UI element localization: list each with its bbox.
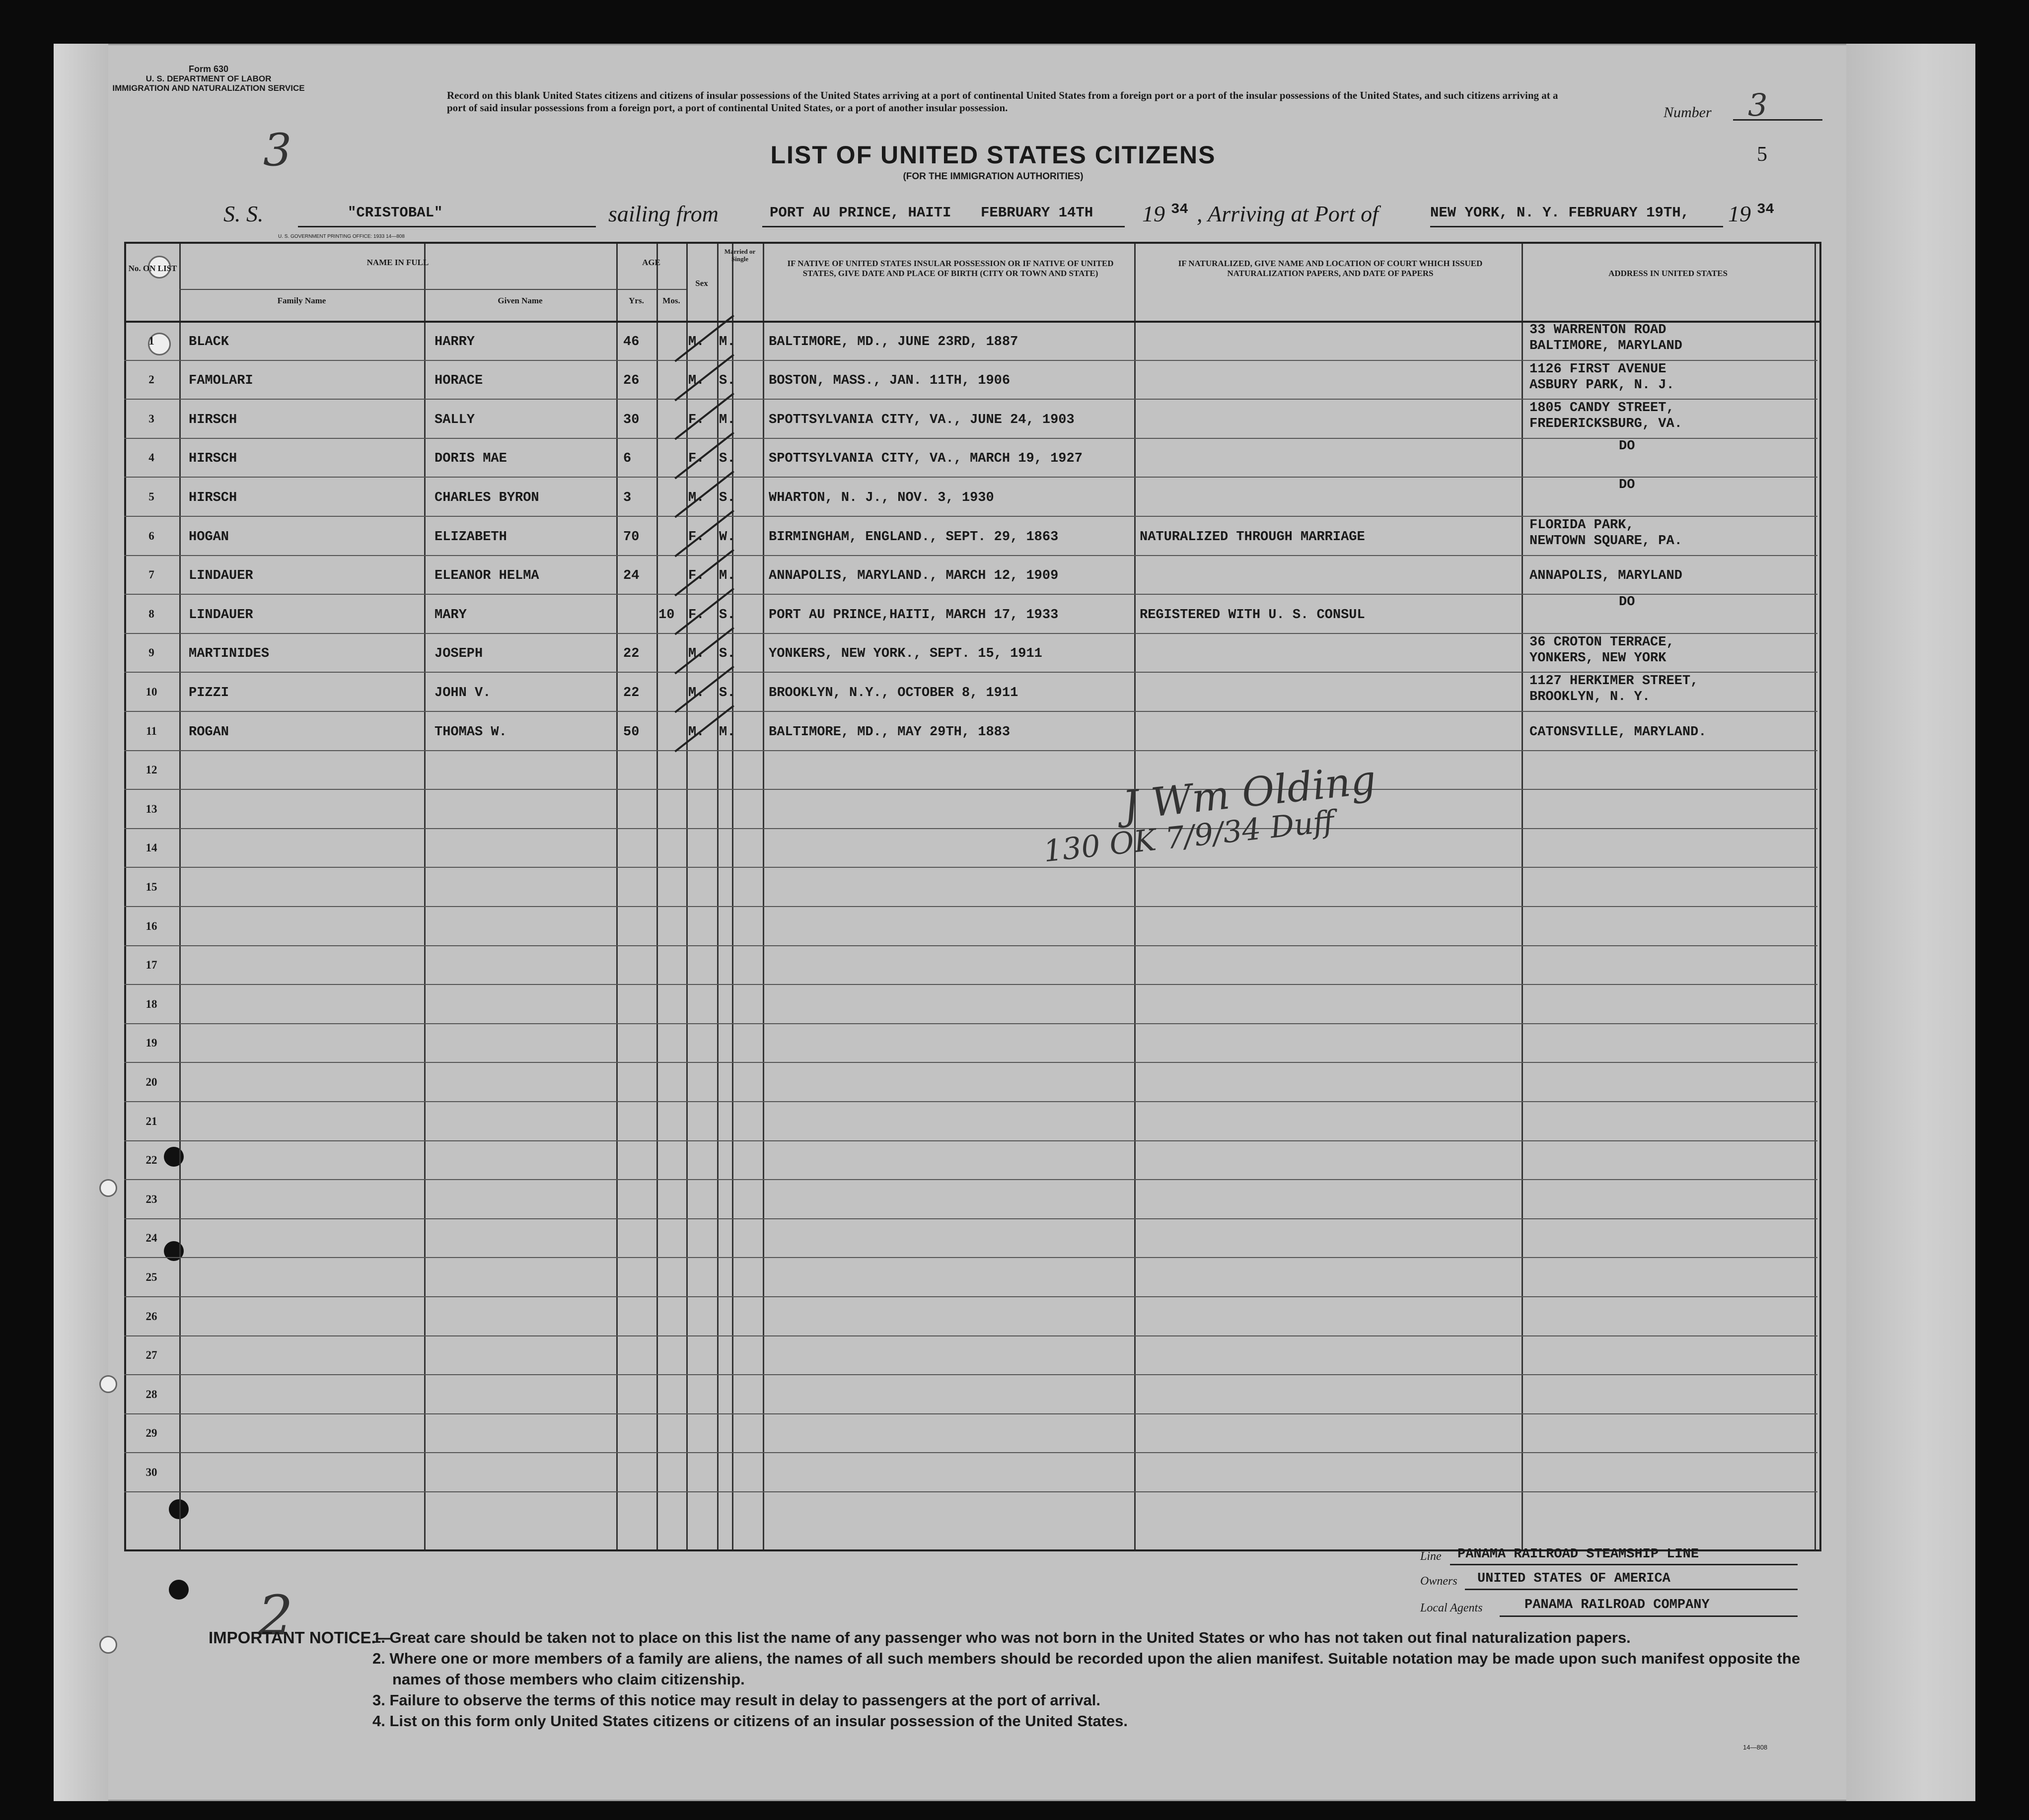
arrival-port-date: NEW YORK, N. Y. FEBRUARY 19TH,: [1430, 205, 1690, 221]
sex: F.: [688, 529, 705, 545]
given-name: SALLY: [435, 412, 475, 427]
sex: M.: [688, 646, 705, 662]
notice-item: 3. Failure to observe the terms of this notice may result in delay to passengers at the port of arrival.: [372, 1691, 1101, 1709]
row-line: [124, 1452, 1817, 1453]
address-line-2: BROOKLYN, N. Y.: [1529, 690, 1651, 705]
depart-year: 34: [1171, 201, 1188, 217]
address-line-1: DO: [1619, 595, 1635, 610]
marital-status: M.: [719, 334, 735, 350]
number-underline: [1733, 119, 1822, 121]
row-number: 22: [145, 1154, 157, 1167]
row-line: [124, 1491, 1817, 1492]
col-yrs: Yrs.: [629, 296, 644, 305]
line-value: PANAMA RAILROAD STEAMSHIP LINE: [1457, 1547, 1699, 1562]
given-name: ELIZABETH: [435, 529, 507, 545]
record-instructions: Record on this blank United States citizens and citizens of insular possessions of the United States arriving at a port of continental United States from a foreign port or a port of the insular possessions of the United States, and such citizens arriving at a port of said insular possessions from a foreign port, a port of continental United States, or a port of another insular possession.: [447, 89, 1558, 114]
marital-status: M.: [719, 568, 735, 584]
given-name: THOMAS W.: [435, 724, 507, 740]
sex: M.: [688, 490, 705, 505]
address-line-1: 33 WARRENTON ROAD: [1529, 323, 1667, 338]
address-line-1: ANNAPOLIS, MARYLAND: [1529, 568, 1682, 584]
col-married: Married or Single: [724, 248, 756, 263]
sex: M.: [688, 334, 705, 350]
col-address: ADDRESS IN UNITED STATES: [1608, 269, 1728, 278]
sex: M.: [688, 724, 705, 740]
address-line-2: FREDERICKSBURG, VA.: [1529, 417, 1682, 432]
given-name: HORACE: [435, 373, 483, 389]
row-line: [124, 828, 1817, 829]
notice-item: 2. Where one or more members of a family are aliens, the names of all such members should be recorded upon the alien manifest. Suitable notation may be made upon such manifest opposite the names of those members who claim citizenship.: [372, 1650, 1801, 1688]
given-name: JOHN V.: [435, 685, 491, 700]
from-underline: [762, 226, 1125, 227]
service-name: IMMIGRATION AND NATURALIZATION SERVICE: [112, 83, 305, 93]
row-line: [124, 1335, 1817, 1336]
row-line: [124, 477, 1817, 478]
marital-status: M.: [719, 724, 735, 740]
naturalization: NATURALIZED THROUGH MARRIAGE: [1140, 529, 1365, 545]
sex: M.: [688, 373, 705, 389]
address-line-1: 1126 FIRST AVENUE: [1529, 361, 1667, 377]
address-line-1: CATONSVILLE, MARYLAND.: [1529, 724, 1707, 740]
row-line: [124, 1179, 1817, 1180]
marital-status: S.: [719, 685, 735, 700]
ss-label: S. S.: [223, 201, 264, 226]
year-prefix-2: 19: [1728, 201, 1751, 226]
row-number: 24: [145, 1232, 157, 1245]
family-name: HIRSCH: [189, 451, 237, 467]
birth-place-date: YONKERS, NEW YORK., SEPT. 15, 1911: [769, 646, 1042, 662]
age-years: 50: [623, 724, 640, 740]
col-mos: Mos.: [662, 296, 680, 305]
age-years: 22: [623, 685, 640, 700]
address-line-2: NEWTOWN SQUARE, PA.: [1529, 534, 1682, 549]
row-number: 3: [148, 412, 154, 425]
age-years: 46: [623, 334, 640, 350]
birth-place-date: BALTIMORE, MD., MAY 29TH, 1883: [769, 724, 1011, 740]
row-number: 9: [148, 646, 154, 659]
row-number: 11: [146, 724, 157, 737]
row-number: 4: [148, 451, 154, 464]
form-identification: [94, 65, 323, 93]
binder-hole: [99, 1375, 117, 1393]
naturalization: REGISTERED WITH U. S. CONSUL: [1140, 607, 1365, 623]
address-line-2: BALTIMORE, MARYLAND: [1529, 339, 1682, 353]
row-number: 25: [145, 1270, 157, 1283]
row-line: [124, 1296, 1817, 1297]
ship-name: "CRISTOBAL": [348, 205, 443, 221]
row-number: 10: [145, 685, 157, 698]
birth-place-date: ANNAPOLIS, MARYLAND., MARCH 12, 1909: [769, 568, 1059, 584]
row-line: [124, 633, 1817, 634]
row-line: [124, 1218, 1817, 1219]
sex: F.: [688, 568, 705, 584]
row-number: 13: [145, 802, 157, 815]
agents-label: Local Agents: [1420, 1602, 1483, 1614]
row-line: [124, 555, 1817, 556]
inspector-signature: J Wm Olding: [1120, 756, 1378, 829]
line-label: Line: [1420, 1550, 1442, 1563]
marital-status: W.: [719, 529, 735, 545]
row-number: 12: [145, 764, 157, 776]
department: U. S. DEPARTMENT OF LABOR: [145, 74, 272, 83]
row-line: [124, 789, 1817, 790]
address-line-1: DO: [1619, 478, 1635, 493]
ship-underline: [298, 226, 596, 227]
family-name: PIZZI: [189, 685, 229, 700]
given-name: DORIS MAE: [435, 451, 507, 467]
row-number: 15: [145, 880, 157, 893]
page-title: LIST OF UNITED STATES CITIZENS: [770, 141, 1216, 169]
row-line: [124, 672, 1817, 673]
address-line-2: ASBURY PARK, N. J.: [1529, 377, 1674, 393]
col-age: AGE: [642, 258, 660, 267]
birth-place-date: BALTIMORE, MD., JUNE 23RD, 1887: [769, 334, 1018, 350]
row-number: 21: [145, 1115, 157, 1127]
row-line: [124, 1101, 1817, 1102]
arrival-underline: [1430, 226, 1723, 227]
row-number: 18: [145, 997, 157, 1010]
col-family-name: Family Name: [277, 296, 326, 305]
printer-imprint: U. S. GOVERNMENT PRINTING OFFICE: 1933 14—808: [278, 234, 405, 239]
col-name-in-full: NAME IN FULL: [366, 258, 429, 267]
marital-status: S.: [719, 373, 735, 389]
family-name: BLACK: [189, 334, 229, 350]
footer-code: 14—808: [1743, 1744, 1768, 1751]
age-years: 3: [623, 490, 632, 505]
birth-place-date: WHARTON, N. J., NOV. 3, 1930: [769, 490, 994, 505]
age-years: 6: [623, 451, 632, 467]
age-months: 10: [658, 607, 675, 623]
row-number: 8: [148, 607, 154, 620]
address-line-1: FLORIDA PARK,: [1529, 518, 1634, 533]
given-name: HARRY: [435, 334, 475, 350]
age-years: 22: [623, 646, 640, 662]
row-line: [124, 1257, 1817, 1258]
list-number: 3: [1748, 87, 1768, 123]
family-name: LINDAUER: [189, 568, 253, 584]
row-line: [124, 711, 1817, 712]
row-number: 27: [145, 1349, 157, 1362]
sheet-number: 5: [1757, 143, 1767, 166]
col-no: No. ON LIST: [128, 264, 177, 273]
birth-place-date: BIRMINGHAM, ENGLAND., SEPT. 29, 1863: [769, 529, 1059, 545]
sex: F.: [688, 607, 705, 623]
row-line: [124, 1062, 1817, 1063]
row-line: [124, 594, 1817, 595]
row-number: 28: [145, 1388, 157, 1400]
marital-status: S.: [719, 646, 735, 662]
given-name: ELEANOR HELMA: [435, 568, 539, 584]
row-line: [124, 1413, 1817, 1414]
address-line-1: 1127 HERKIMER STREET,: [1529, 674, 1699, 689]
row-number: 2: [148, 373, 154, 386]
binder-hole: [99, 1636, 117, 1654]
address-line-1: DO: [1619, 438, 1635, 454]
margin-mark: 2: [258, 1584, 293, 1647]
sex: F.: [688, 451, 705, 467]
binder-hole: [99, 1179, 117, 1197]
depart-date: FEBRUARY 14TH: [981, 205, 1093, 221]
row-number: 17: [145, 959, 157, 972]
given-name: CHARLES BYRON: [435, 490, 539, 505]
sex: F.: [688, 412, 705, 427]
marital-status: M.: [719, 412, 735, 427]
row-line: [124, 1374, 1817, 1375]
row-number: 1: [148, 334, 154, 347]
signature-note: 130 OK 7/9/34 Duff: [1041, 804, 1336, 869]
row-number: 6: [148, 529, 154, 542]
owners-label: Owners: [1420, 1575, 1457, 1588]
row-line: [124, 750, 1817, 751]
agents-value: PANAMA RAILROAD COMPANY: [1524, 1598, 1710, 1612]
col-given-name: Given Name: [498, 296, 543, 305]
row-line: [124, 867, 1817, 868]
birth-place-date: SPOTTSYLVANIA CITY, VA., MARCH 19, 1927: [769, 451, 1083, 467]
row-number: 16: [145, 919, 157, 932]
marital-status: S.: [719, 607, 735, 623]
family-name: ROGAN: [189, 724, 229, 740]
col-birth: IF NATIVE OF UNITED STATES INSULAR POSSESSION OR IF NATIVE OF UNITED STATES, GIVE DATE AND PLACE OF BIRTH (CITY OR TOWN AND STATE): [787, 259, 1114, 278]
row-line: [124, 1140, 1817, 1141]
notice-item: 4. List on this form only United States citizens or citizens of an insular possession of the United States.: [372, 1712, 1128, 1730]
row-line: [124, 945, 1817, 946]
form-number: Form 630: [188, 64, 229, 74]
row-number: 14: [145, 841, 157, 854]
row-number: 7: [148, 568, 154, 581]
row-number: 30: [145, 1466, 157, 1478]
row-line: [124, 906, 1817, 907]
page-subtitle: (FOR THE IMMIGRATION AUTHORITIES): [903, 171, 1084, 182]
col-naturalized: IF NATURALIZED, GIVE NAME AND LOCATION OF COURT WHICH ISSUED NATURALIZATION PAPERS, AND DATE OF PAPERS: [1178, 259, 1483, 278]
arriving-label: , Arriving at Port of: [1197, 201, 1378, 226]
family-name: LINDAUER: [189, 607, 253, 623]
family-name: HOGAN: [189, 529, 229, 545]
row-line: [124, 399, 1817, 400]
family-name: HIRSCH: [189, 490, 237, 505]
row-number: 23: [145, 1192, 157, 1205]
row-number: 29: [145, 1427, 157, 1440]
given-name: JOSEPH: [435, 646, 483, 662]
sailing-label: sailing from: [608, 201, 719, 226]
row-number: 5: [148, 490, 154, 503]
family-name: MARTINIDES: [189, 646, 270, 662]
row-line: [124, 1023, 1817, 1024]
notice-item: 1. Great care should be taken not to place on this list the name of any passenger who was not born in the United States or who has not taken out final naturalization papers.: [372, 1629, 1631, 1646]
row-number: 19: [145, 1037, 157, 1050]
age-years: 70: [623, 529, 640, 545]
age-years: 24: [623, 568, 640, 584]
from-port: PORT AU PRINCE, HAITI: [770, 205, 951, 221]
row-line: [124, 516, 1817, 517]
birth-place-date: SPOTTSYLVANIA CITY, VA., JUNE 24, 1903: [769, 412, 1075, 427]
address-line-2: YONKERS, NEW YORK: [1529, 650, 1667, 666]
handwritten-number: 3: [263, 124, 292, 176]
row-number: 20: [145, 1075, 157, 1088]
row-line: [124, 984, 1817, 985]
given-name: MARY: [435, 607, 467, 623]
marital-status: S.: [719, 490, 735, 505]
col-sex: Sex: [695, 279, 708, 288]
address-line-1: 36 CROTON TERRACE,: [1529, 634, 1674, 650]
year-prefix: 19: [1142, 201, 1165, 226]
family-name: HIRSCH: [189, 412, 237, 427]
sex: M.: [688, 685, 705, 700]
birth-place-date: BROOKLYN, N.Y., OCTOBER 8, 1911: [769, 685, 1018, 700]
row-line: [124, 438, 1817, 439]
marital-status: S.: [719, 451, 735, 467]
family-name: FAMOLARI: [189, 373, 253, 389]
arrival-year: 34: [1757, 201, 1774, 217]
address-line-1: 1805 CANDY STREET,: [1529, 401, 1674, 416]
notice-lead: IMPORTANT NOTICE.—: [209, 1628, 392, 1647]
row-number: 26: [145, 1310, 157, 1323]
number-label: Number: [1664, 104, 1712, 121]
owners-value: UNITED STATES OF AMERICA: [1477, 1571, 1670, 1586]
age-years: 30: [623, 412, 640, 427]
age-years: 26: [623, 373, 640, 389]
birth-place-date: BOSTON, MASS., JAN. 11TH, 1906: [769, 373, 1011, 389]
row-line: [124, 360, 1817, 361]
binder-hole: [169, 1580, 189, 1600]
birth-place-date: PORT AU PRINCE,HAITI, MARCH 17, 1933: [769, 607, 1059, 623]
